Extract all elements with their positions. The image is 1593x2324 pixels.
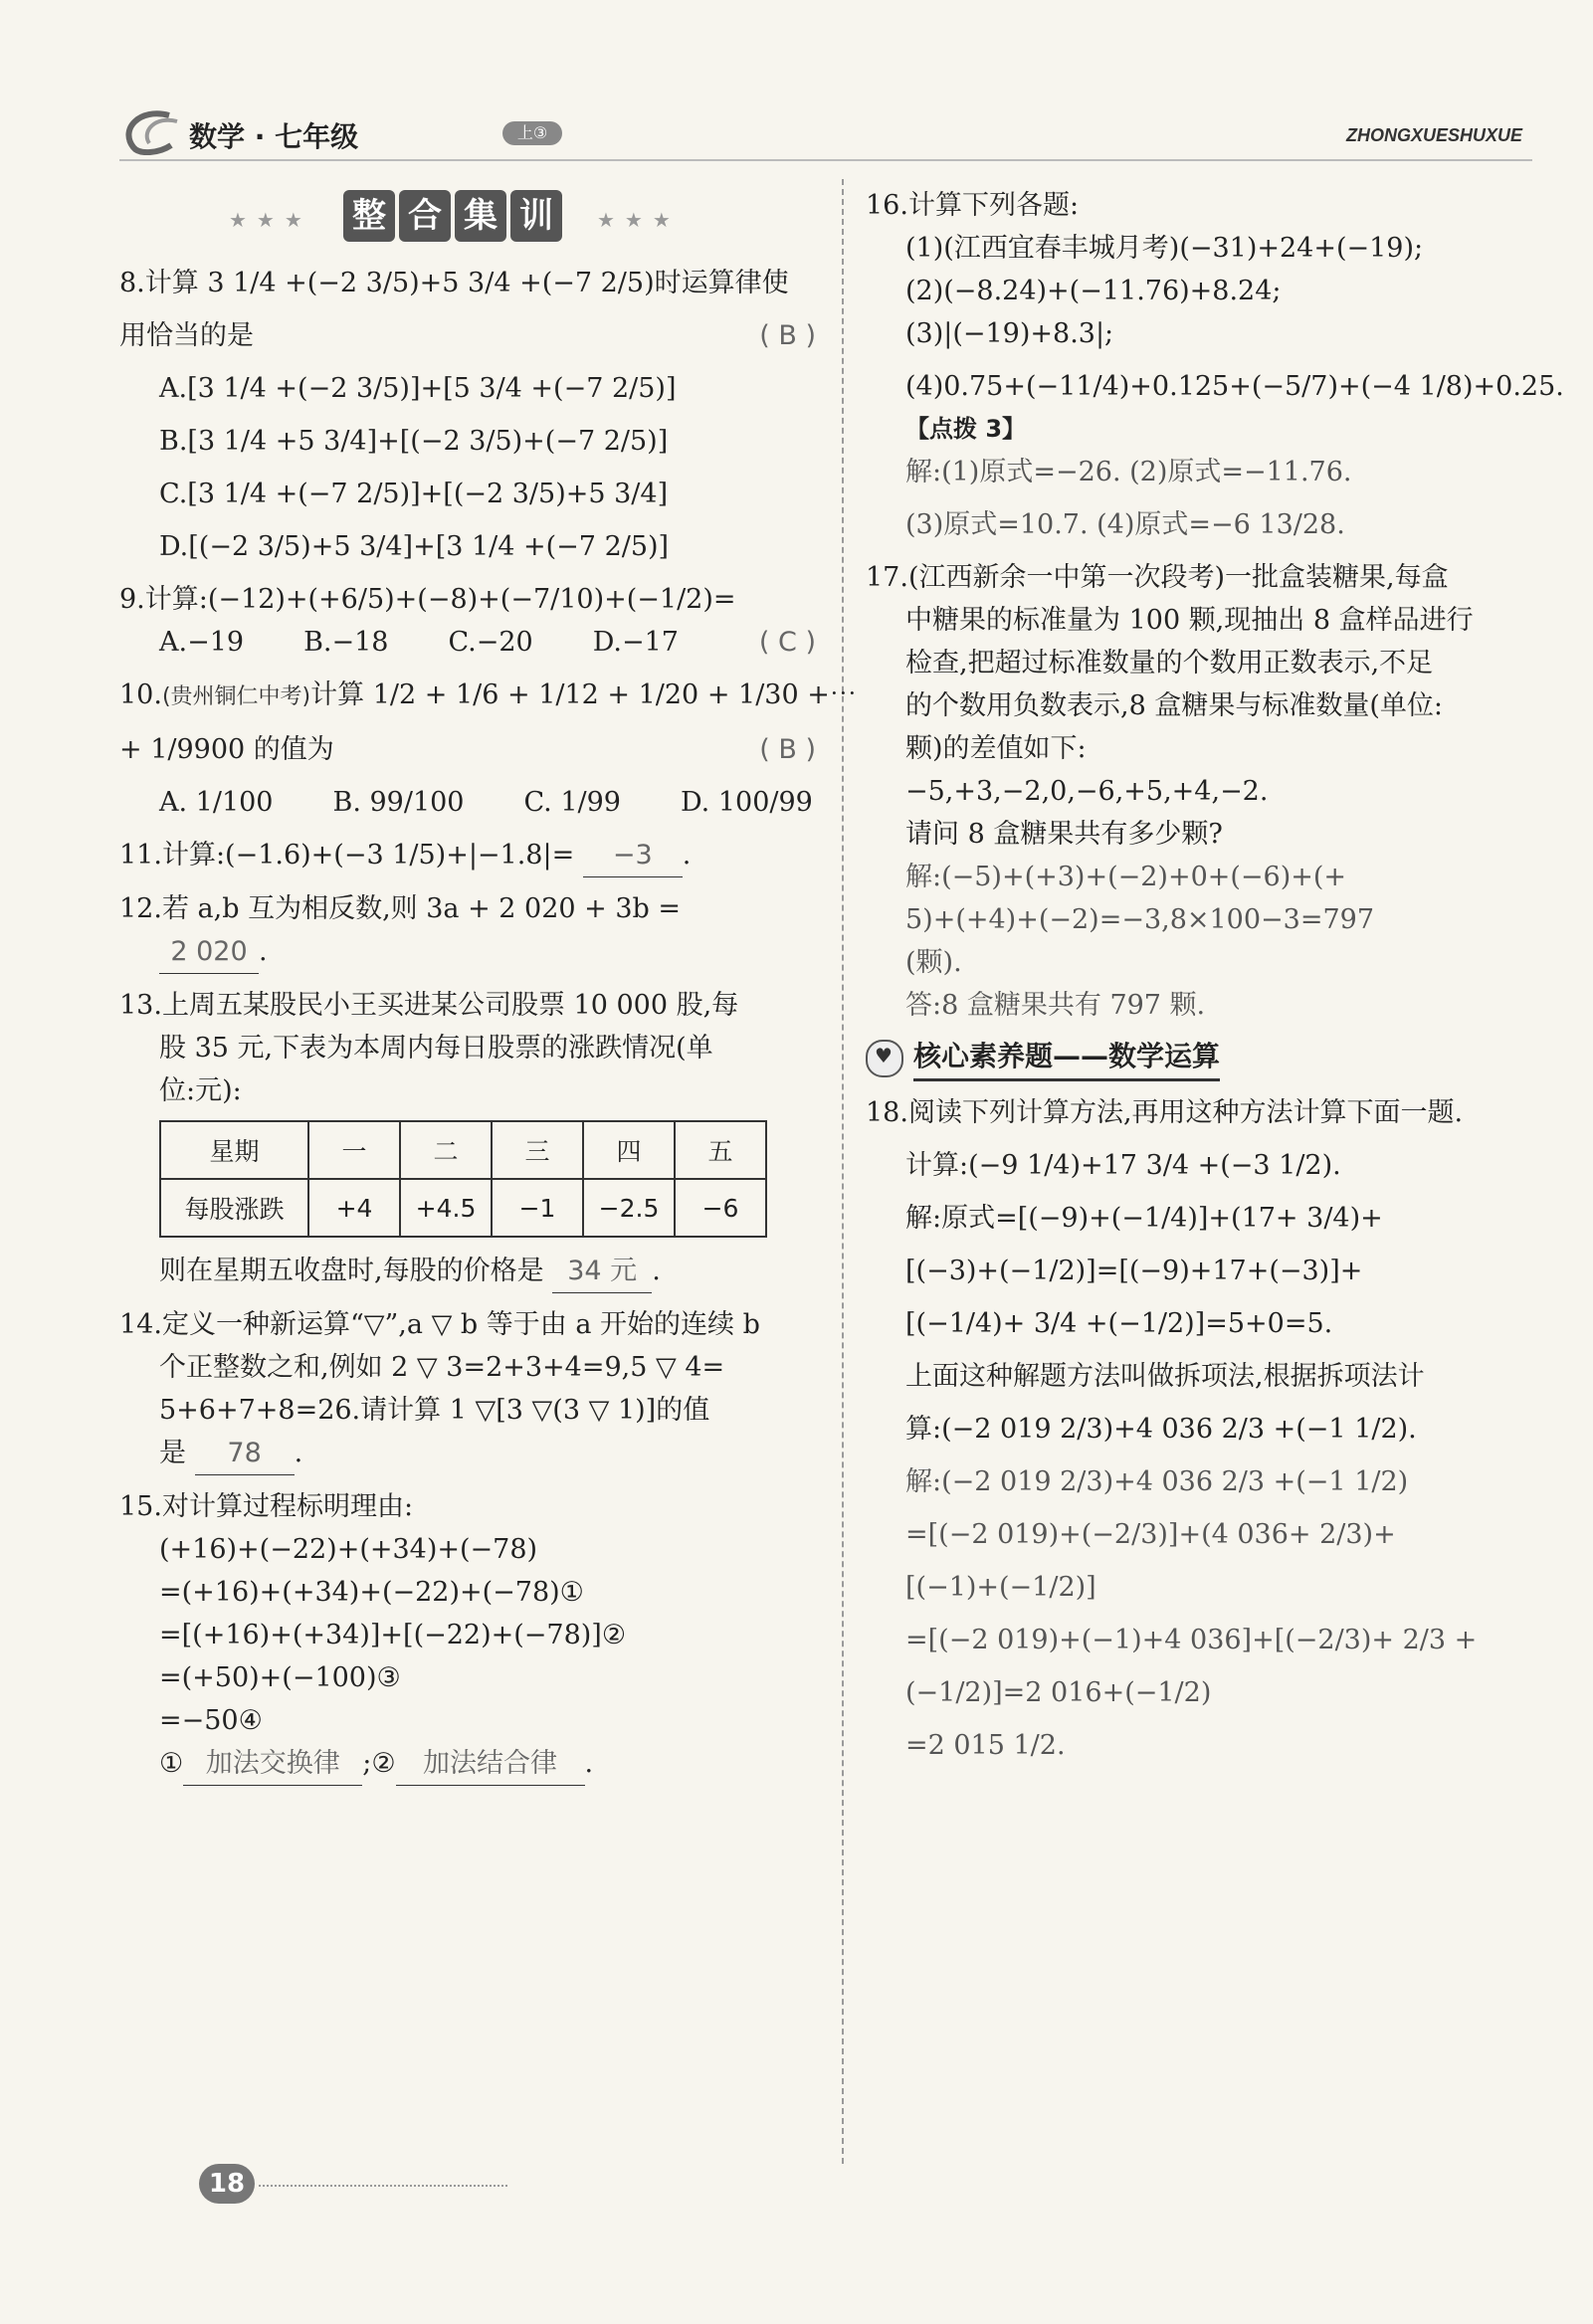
- question-text: 计算 1/2 + 1/6 + 1/12 + 1/20 + 1/30 +⋯: [310, 679, 857, 710]
- question-line: (3)|(−19)+8.3|;: [905, 318, 1114, 349]
- answer-blank: 加法结合律: [396, 1742, 585, 1786]
- solution-line: 解:(−2 019 2/3)+4 036 2/3 +(−1 1/2): [905, 1466, 1409, 1497]
- solution-line: (颗).: [905, 947, 962, 978]
- solution-line: 5)+(+4)+(−2)=−3,8×100−3=797: [905, 904, 1374, 935]
- option-line: C.[3 1/4 +(−7 2/5)]+[(−2 3/5)+5 3/4]: [159, 479, 669, 509]
- right-column: [866, 184, 1564, 1767]
- footer-divider: [259, 2185, 507, 2187]
- question-line: 上面这种解题方法叫做拆项法,根据拆项法计: [905, 1361, 1425, 1392]
- table-cell: −2.5: [583, 1179, 675, 1237]
- table-cell: 五: [675, 1121, 766, 1179]
- solution-line: [(−3)+(−1/2)]=[(−9)+17+(−3)]+: [905, 1256, 1363, 1286]
- column-divider: [842, 179, 846, 2164]
- option: A. 1/100: [159, 787, 274, 818]
- option: B. 99/100: [332, 787, 465, 818]
- question-source: (贵州铜仁中考): [161, 684, 311, 709]
- option-row: [119, 621, 759, 664]
- question-line: 5+6+7+8=26.请计算 1 ▽[3 ▽(3 ▽ 1)]的值: [159, 1395, 710, 1426]
- question-text: 用恰当的是: [119, 320, 254, 351]
- table-cell: +4: [308, 1179, 400, 1237]
- solution-line: (3)原式=10.7. (4)原式=−6 13/28.: [905, 509, 1345, 540]
- reason-line: ① 加法交换律 ;② 加法结合律 .: [119, 1742, 816, 1786]
- section-heading: [866, 1035, 1542, 1081]
- solution-line: 解:原式=[(−9)+(−1/4)]+(17+ 3/4)+: [905, 1203, 1383, 1234]
- banner-char: 集: [455, 190, 506, 242]
- table-row: [160, 1121, 766, 1179]
- star-decoration-icon: ★★★: [597, 208, 681, 232]
- banner-char: 训: [510, 190, 562, 242]
- solution-line: 解:(1)原式=−26. (2)原式=−11.76.: [905, 457, 1352, 487]
- option-line: B.[3 1/4 +5 3/4]+[(−2 3/5)+(−7 2/5)]: [159, 426, 669, 457]
- question-line: 股 35 元,下表为本周内每日股票的涨跌情况(单: [159, 1033, 713, 1064]
- step-line: =(+16)+(+34)+(−22)+(−78)①: [159, 1577, 584, 1608]
- question-line: (1)(江西宜春丰城月考)(−31)+24+(−19);: [905, 233, 1424, 264]
- option: C.−20: [448, 627, 533, 658]
- section-banner: [119, 184, 816, 254]
- question-line: −5,+3,−2,0,−6,+5,+4,−2.: [905, 776, 1269, 807]
- option: C. 1/99: [523, 787, 621, 818]
- question-line: 16.计算下列各题:: [866, 190, 1080, 221]
- question-line: 算:(−2 019 2/3)+4 036 2/3 +(−1 1/2).: [905, 1414, 1417, 1445]
- section-heading-text: 核心素养题——数学运算: [913, 1035, 1220, 1081]
- option-line: D.[(−2 3/5)+5 3/4]+[3 1/4 +(−7 2/5)]: [159, 531, 670, 562]
- table-cell: 每股涨跌: [160, 1179, 308, 1237]
- banner-char: 整: [343, 190, 395, 242]
- question-line: [119, 314, 816, 357]
- table-cell: +4.5: [400, 1179, 492, 1237]
- question-line: 计算:(−9 1/4)+17 3/4 +(−3 1/2).: [905, 1150, 1341, 1181]
- answer-choice: ( B ): [759, 320, 816, 351]
- option: B.−18: [303, 627, 389, 658]
- question-line: 颗)的差值如下:: [905, 733, 1087, 764]
- step-line: =−50④: [159, 1705, 263, 1736]
- page-header: [119, 109, 1532, 161]
- stock-change-table: [159, 1120, 767, 1238]
- answer-blank: 2 020: [159, 930, 259, 974]
- answer-choice: ( C ): [758, 627, 816, 658]
- solution-line: [(−1/4)+ 3/4 +(−1/2)]=5+0=5.: [905, 1308, 1333, 1339]
- left-column: [119, 184, 857, 1786]
- question-line: 14.定义一种新运算“▽”,a ▽ b 等于由 a 开始的连续 b: [119, 1309, 760, 1340]
- option-line: A.[3 1/4 +(−2 3/5)]+[5 3/4 +(−7 2/5)]: [159, 373, 677, 404]
- page-footer: [119, 2159, 517, 2209]
- table-cell: −6: [675, 1179, 766, 1237]
- question-line: 个正整数之和,例如 2 ▽ 3=2+3+4=9,5 ▽ 4=: [159, 1352, 725, 1383]
- table-cell: 星期: [160, 1121, 308, 1179]
- question-line: 则在星期五收盘时,每股的价格是 34 元 .: [119, 1250, 816, 1293]
- question-line: 8.计算 3 1/4 +(−2 3/5)+5 3/4 +(−7 2/5)时运算律使: [119, 268, 789, 298]
- answer-blank: 加法交换律: [183, 1742, 362, 1786]
- solution-line: 答:8 盒糖果共有 797 颗.: [905, 990, 1206, 1021]
- page-number: 18: [199, 2164, 255, 2204]
- answer-blank: 78: [195, 1432, 295, 1475]
- question-line: 2 020 .: [119, 930, 816, 974]
- question-line: 11.计算:(−1.6)+(−3 1/5)+|−1.8|= −3 .: [119, 834, 816, 877]
- table-cell: 二: [400, 1121, 492, 1179]
- solution-line: [(−1)+(−1/2)]: [905, 1572, 1096, 1603]
- question-line: 位:元):: [159, 1075, 242, 1106]
- question-line: 的个数用负数表示,8 盒糖果与标准数量(单位:: [905, 690, 1443, 721]
- table-cell: 四: [583, 1121, 675, 1179]
- solution-line: 解:(−5)+(+3)+(−2)+0+(−6)+(+: [905, 862, 1347, 892]
- answer-blank: −3: [583, 834, 683, 877]
- step-line: =(+50)+(−100)③: [159, 1662, 401, 1693]
- question-line: 18.阅读下列计算方法,再用这种方法计算下面一题.: [866, 1097, 1464, 1128]
- question-line: 中糖果的标准量为 100 颗,现抽出 8 盒样品进行: [905, 605, 1474, 636]
- question-line: 是 78 .: [119, 1432, 816, 1475]
- option: D.−17: [592, 627, 679, 658]
- question-text: 11.计算:(−1.6)+(−3 1/5)+|−1.8|=: [119, 840, 575, 871]
- question-line: 请问 8 盒糖果共有多少颗?: [905, 819, 1223, 850]
- option: A.−19: [159, 627, 245, 658]
- question-line: 12.若 a,b 互为相反数,则 3a + 2 020 + 3b =: [119, 893, 682, 924]
- question-line: 检查,把超过标准数量的个数用正数表示,不足: [905, 648, 1434, 678]
- table-row: [160, 1179, 766, 1237]
- star-decoration-icon: ★★★: [229, 208, 312, 232]
- question-line: 17.(江西新余一中第一次段考)一批盒装糖果,每盒: [866, 562, 1449, 593]
- question-text: + 1/9900 的值为: [119, 734, 334, 765]
- solution-line: =[(−2 019)+(−2/3)]+(4 036+ 2/3)+: [905, 1519, 1396, 1550]
- question-line: (2)(−8.24)+(−11.76)+8.24;: [905, 276, 1282, 306]
- question-line: 13.上周五某股民小王买进某公司股票 10 000 股,每: [119, 990, 739, 1021]
- option-row: [119, 781, 816, 824]
- header-title: 数学 · 七年级: [189, 120, 359, 153]
- question-line: 15.对计算过程标明理由:: [119, 1491, 414, 1522]
- heart-icon: [866, 1040, 903, 1077]
- question-line: 9.计算:(−12)+(+6/5)+(−8)+(−7/10)+(−1/2)=: [119, 584, 736, 615]
- banner-char: 合: [399, 190, 451, 242]
- question-line: (4)0.75+(−11/4)+0.125+(−5/7)+(−4 1/8)+0.25.: [905, 371, 1564, 402]
- question-line: [119, 728, 816, 771]
- question-text: 是: [159, 1438, 186, 1468]
- banner-title: [343, 190, 566, 242]
- header-series-name: ZHONGXUESHUXUE: [1345, 125, 1522, 145]
- table-cell: −1: [492, 1179, 583, 1237]
- solution-line: (−1/2)]=2 016+(−1/2): [905, 1677, 1212, 1708]
- step-line: (+16)+(−22)+(+34)+(−78): [159, 1534, 538, 1565]
- step-line: =[(+16)+(+34)]+[(−22)+(−78)]②: [159, 1620, 627, 1650]
- header-badge: 上③: [502, 121, 562, 145]
- answer-choice: ( B ): [759, 734, 816, 765]
- question-line: [119, 674, 857, 718]
- option: D. 100/99: [680, 787, 813, 818]
- question-number: 10.: [119, 679, 162, 710]
- hint-tag: 【点拨 3】: [905, 415, 1027, 443]
- solution-line: =2 015 1/2.: [905, 1730, 1066, 1761]
- table-cell: 一: [308, 1121, 400, 1179]
- solution-line: =[(−2 019)+(−1)+4 036]+[(−2/3)+ 2/3 +: [905, 1625, 1478, 1655]
- answer-blank: 34 元: [552, 1250, 652, 1293]
- question-text: 则在星期五收盘时,每股的价格是: [159, 1256, 544, 1286]
- table-cell: 三: [492, 1121, 583, 1179]
- swirl-logo-icon: [119, 109, 183, 155]
